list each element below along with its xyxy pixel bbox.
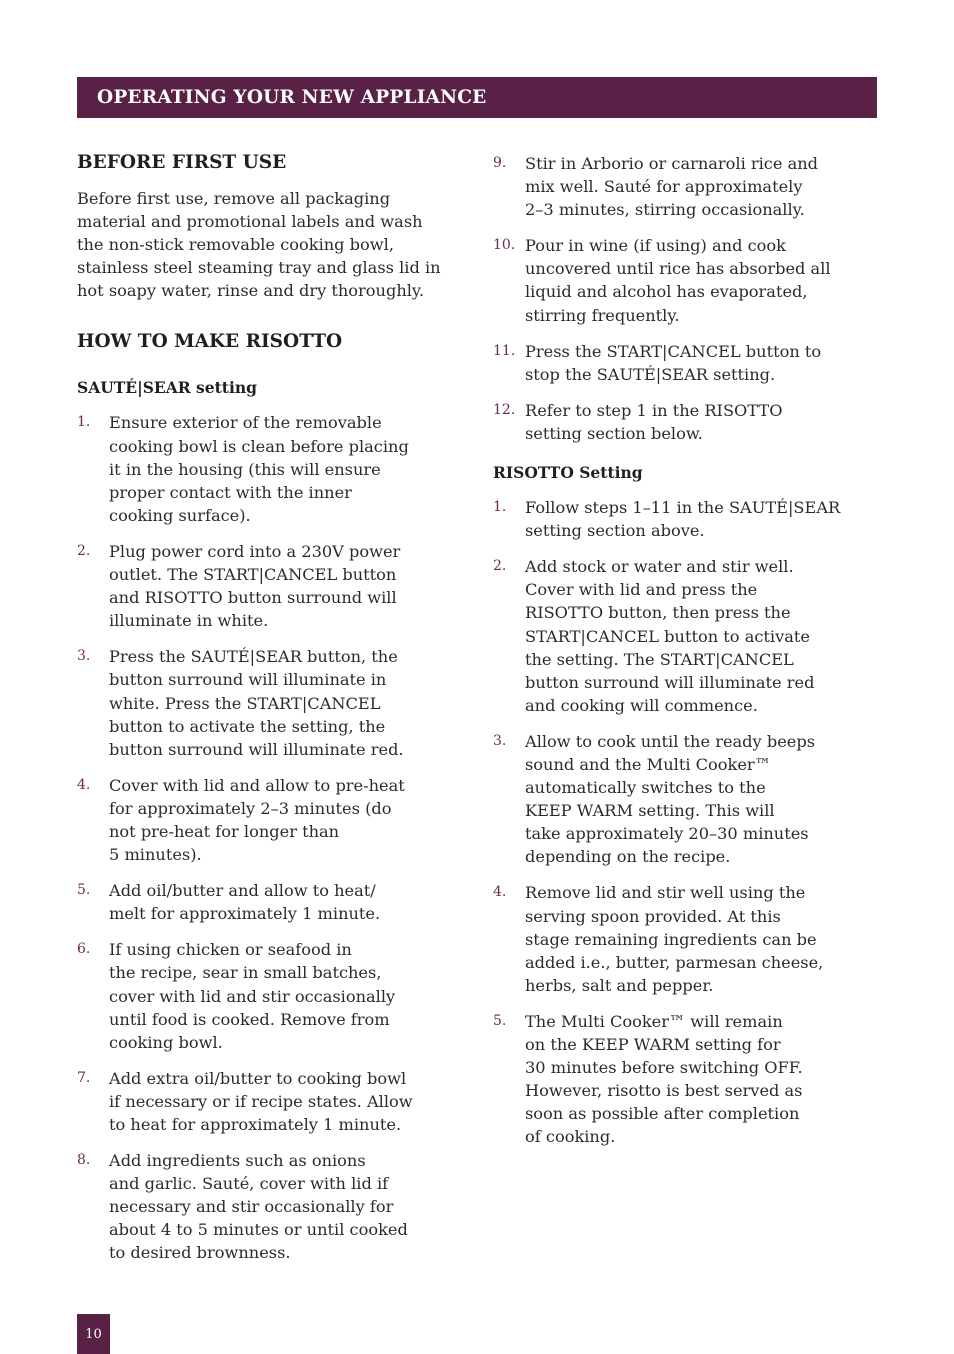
step-number: 12.: [493, 401, 516, 418]
before-first-use-text: Before first use, remove all packaging material and promotional labels and wash the non-stick removable cooking bowl, stainless steel steaming tray and glass lid in hot soapy water, rinse and dry thoroughly.: [77, 189, 441, 301]
step-number: 5.: [77, 882, 91, 899]
step-number: 9.: [493, 155, 507, 171]
step-text: Add oil/butter and allow to heat/ melt for approximately 1 minute.: [109, 881, 381, 924]
step-text: Add stock or water and stir well. Cover with lid and press the RISOTTO button, then press the START|CANCEL button to activate the setting. The START|CANCEL button surround will illuminate red and cooking will commence.: [525, 557, 815, 715]
step-number: 10.: [493, 237, 516, 254]
step-number: 7.: [77, 1069, 91, 1086]
section-banner: [77, 77, 877, 118]
step-number: 8.: [77, 1152, 91, 1169]
list-item: [77, 774, 462, 866]
list-item: [77, 938, 462, 1053]
step-number: 3.: [493, 732, 507, 749]
list-item: [77, 879, 462, 925]
list-item: [493, 234, 863, 326]
step-number: 1.: [77, 414, 91, 431]
how-to-make-risotto-heading: HOW TO MAKE RISOTTO: [77, 331, 343, 353]
list-item: [493, 152, 863, 221]
step-number: 11.: [493, 342, 516, 359]
list-item: [493, 881, 863, 996]
step-number: 1.: [493, 499, 507, 516]
list-item: [77, 540, 462, 632]
list-item: [493, 496, 863, 542]
page-number-label: 10: [85, 1326, 102, 1342]
step-text: Press the START|CANCEL button to stop the SAUTÉ|SEAR setting.: [525, 341, 822, 384]
step-number: 3.: [77, 648, 91, 665]
list-item: [77, 411, 462, 526]
step-text: Add extra oil/butter to cooking bowl if necessary or if recipe states. Allow to heat for approximately 1 minute.: [109, 1068, 413, 1134]
step-text: Remove lid and stir well using the serving spoon provided. At this stage remaining ingredients can be added i.e., butter, parmesan cheese, herbs, salt and pepper.: [525, 883, 824, 995]
step-number: 4.: [77, 776, 91, 793]
step-text: Pour in wine (if using) and cook uncovered until rice has absorbed all liquid and alcohol has evaporated, stirring frequently.: [525, 236, 831, 325]
step-text: Follow steps 1–11 in the SAUTÉ|SEAR setting section above.: [525, 498, 841, 541]
list-item: [493, 1010, 863, 1149]
saute-steps-continued-list: [493, 152, 863, 445]
step-text: Plug power cord into a 230V power outlet. The START|CANCEL button and RISOTTO button surround will illuminate in white.: [109, 541, 401, 631]
step-number: 2.: [493, 558, 507, 575]
saute-sear-heading: SAUTÉ|SEAR setting: [77, 378, 257, 398]
step-text: Refer to step 1 in the RISOTTO setting section below.: [525, 400, 783, 443]
list-item: [77, 645, 462, 760]
step-number: 5.: [493, 1012, 507, 1029]
list-item: [493, 340, 863, 386]
saute-steps-list: [77, 411, 462, 1264]
step-text: The Multi Cooker™ will remain on the KEEP WARM setting for 30 minutes before switching OFF. However, risotto is best served as soon as possible after completion of cooking.: [525, 1011, 803, 1147]
step-text: Add ingredients such as onions and garlic. Sauté, cover with lid if necessary and stir occasionally for about 4 to 5 minutes or until cooked to desired brownness.: [109, 1151, 408, 1263]
step-text: If using chicken or seafood in the recipe, sear in small batches, cover with lid and stir occasionally until food is cooked. Remove from cooking bowl.: [109, 940, 396, 1052]
step-number: 2.: [77, 542, 91, 559]
list-item: [77, 1067, 462, 1136]
step-text: Stir in Arborio or carnaroli rice and mix well. Sauté for approximately 2–3 minutes, stirring occasionally.: [525, 154, 819, 220]
step-text: Press the SAUTÉ|SEAR button, the button surround will illuminate in white. Press the START|CANCEL button to activate the setting, the button surround will illuminate red.: [109, 647, 404, 759]
section-title: OPERATING YOUR NEW APPLIANCE: [97, 87, 487, 108]
list-item: [493, 555, 863, 717]
risotto-setting-heading: RISOTTO Setting: [493, 463, 643, 483]
step-text: Ensure exterior of the removable cooking bowl is clean before placing it in the housing (this will ensure proper contact with the inner cooking surface).: [109, 413, 409, 525]
list-item: [77, 1149, 462, 1264]
risotto-steps-list: [493, 496, 863, 1148]
step-number: 6.: [77, 941, 91, 958]
right-column: [493, 152, 863, 1161]
step-text: Allow to cook until the ready beeps sound and the Multi Cooker™ automatically switches to the KEEP WARM setting. This will take approximately 20–30 minutes depending on the recipe.: [525, 731, 816, 867]
left-column: [77, 152, 462, 1278]
page-number: [77, 1314, 110, 1354]
list-item: [493, 399, 863, 445]
before-first-use-heading: BEFORE FIRST USE: [77, 152, 287, 173]
step-number: 4.: [493, 884, 507, 901]
step-text: Cover with lid and allow to pre-heat for approximately 2–3 minutes (do not pre-heat for longer than 5 minutes).: [109, 775, 405, 865]
list-item: [493, 730, 863, 869]
